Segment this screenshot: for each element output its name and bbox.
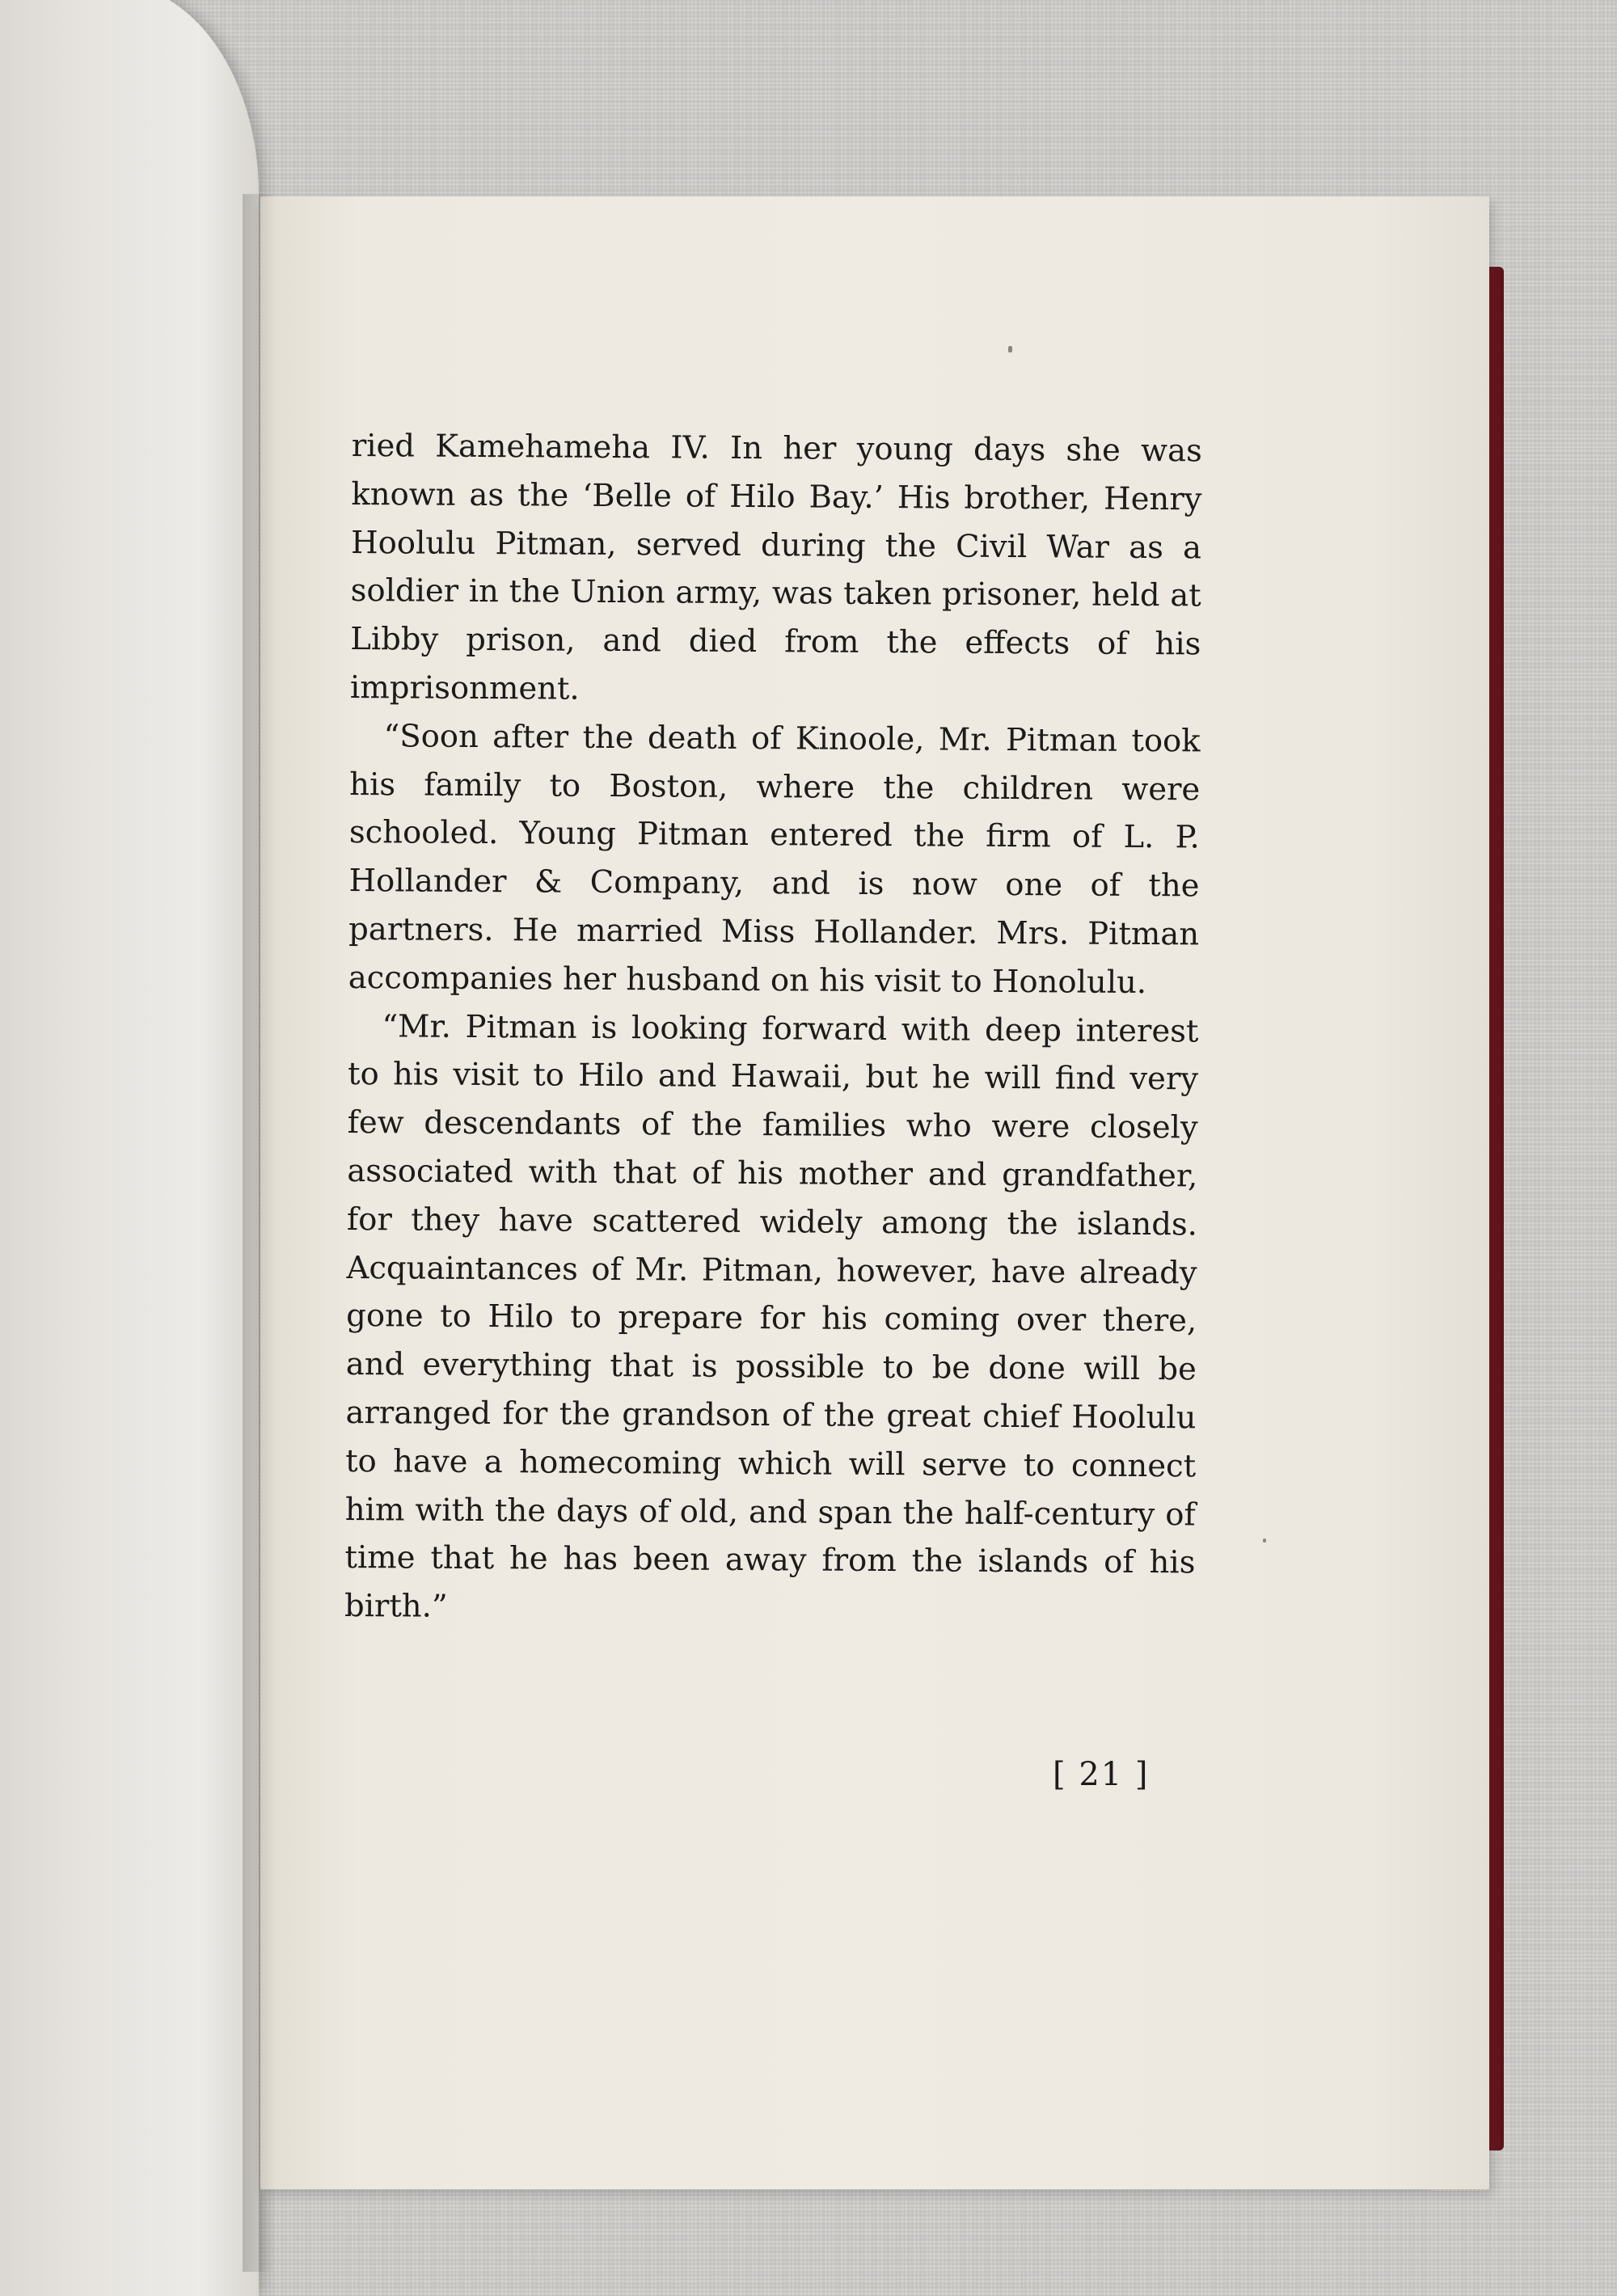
- paragraph-3: “Mr. Pitman is looking forward with deep interest to his visit to Hilo and Hawaii, but he will find very few descendants of the families who were closely associated with that of his mother and grandfather, for they have scattered widely among the islands. Acquaintances of Mr. Pitman, however, have already gone to Hilo to prepare for his coming over there, and everything that is possible to be done will be arranged for the grandson of the great chief Hoolulu to have a homecoming which will serve to connect him with the days of old, and span the half-century of time that he has been away from the islands of his birth.”: [344, 1007, 1199, 1625]
- gutter-shadow: [243, 194, 275, 2272]
- paragraph-2: “Soon after the death of Kinoole, Mr. Pitman took his family to Boston, where the children were schooled. Young Pitman entered the firm of L. P. Hollander & Company, and is now one of the partners. He married Miss Hollander. Mrs. Pitman accompanies her husband on his visit to Honolulu.: [348, 718, 1201, 1001]
- paper-speck: [1263, 1538, 1266, 1543]
- paper-speck: [1008, 346, 1012, 352]
- page-number: [ 21 ]: [1053, 1756, 1150, 1793]
- body-text: [344, 422, 1202, 1635]
- paragraph-1: ried Kamehameha IV. In her young days she was known as the ‘Belle of Hilo Bay.’ His brother, Henry Hoolulu Pitman, served during the Civil War as a soldier in the Union army, was taken prisoner, held at Libby prison, and died from the effects of his imprisonment.: [349, 427, 1202, 707]
- left-facing-page: [0, 0, 259, 2296]
